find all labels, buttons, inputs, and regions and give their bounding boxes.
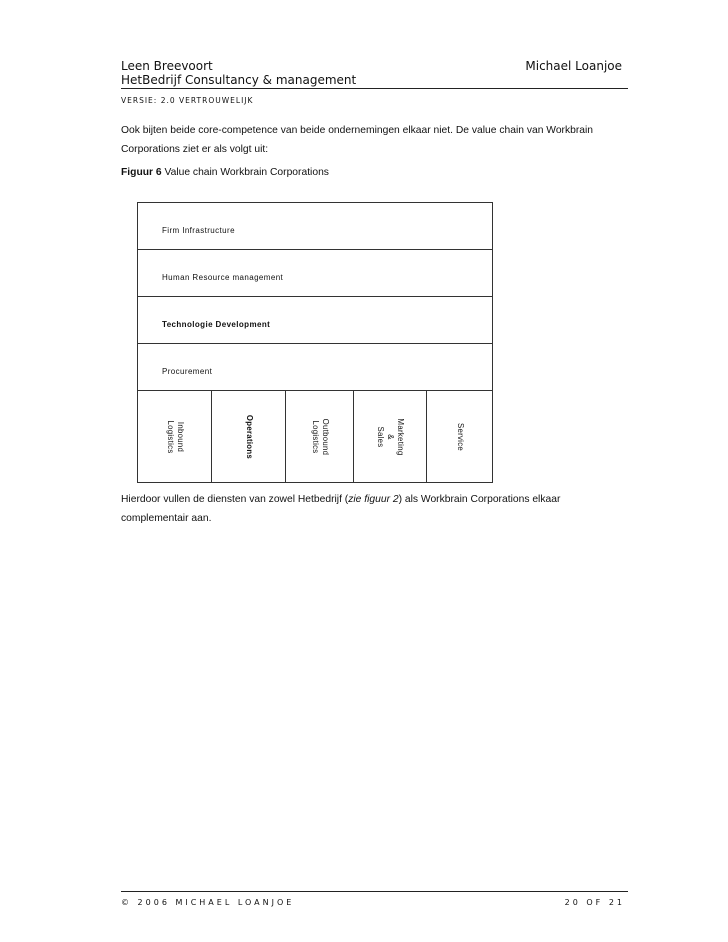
footer-page-number: 20 OF 21 [564, 898, 625, 907]
figure-caption [121, 167, 329, 178]
paragraph2-part-b: ) als Workbrain Corporations elkaar complementair aan. [121, 494, 561, 524]
figure-label: Figuur 6 [121, 167, 162, 178]
support-row-procurement [138, 344, 492, 391]
value-chain-diagram [137, 202, 493, 483]
primary-label: Operations [244, 414, 254, 459]
support-row-technology [138, 297, 492, 344]
support-row-human-resource [138, 250, 492, 297]
primary-inbound-logistics [138, 391, 212, 482]
header-company: HetBedrijf Consultancy & management [121, 73, 357, 87]
primary-operations [212, 391, 286, 482]
figure-reference: zie figuur 2 [348, 494, 399, 505]
paragraph-conclusion [121, 490, 626, 528]
support-row-firm-infrastructure [138, 203, 492, 250]
footer-rule [121, 891, 628, 892]
primary-outbound-logistics [286, 391, 354, 482]
primary-label: Outbound Logistics [310, 418, 330, 455]
header-rule [121, 88, 628, 89]
primary-label: Marketing & Sales [376, 418, 405, 455]
support-label: Technologie Development [162, 320, 271, 329]
paragraph2-part-a: Hierdoor vullen de diensten van zowel Hetbedrijf ( [121, 494, 349, 505]
primary-label: Service [455, 422, 465, 451]
header-author-right: Michael Loanjoe [525, 59, 622, 73]
header-author-left: Leen Breevoort [121, 59, 213, 73]
support-label: Firm Infrastructure [162, 226, 235, 235]
primary-service [427, 391, 492, 482]
footer-copyright: © 2006 MICHAEL LOANJOE [121, 898, 295, 907]
primary-marketing-sales [354, 391, 427, 482]
paragraph-intro: Ook bijten beide core-competence van beide ondernemingen elkaar niet. De value chain van Workbrain Corporations ziet er als volgt uit: [121, 125, 594, 155]
support-label: Human Resource management [162, 273, 284, 282]
version-label: VERSIE: 2.0 VERTROUWELIJK [121, 96, 254, 105]
figure-caption-text: Value chain Workbrain Corporations [161, 167, 329, 178]
support-label: Procurement [162, 367, 213, 376]
primary-label: Inbound Logistics [165, 419, 185, 454]
